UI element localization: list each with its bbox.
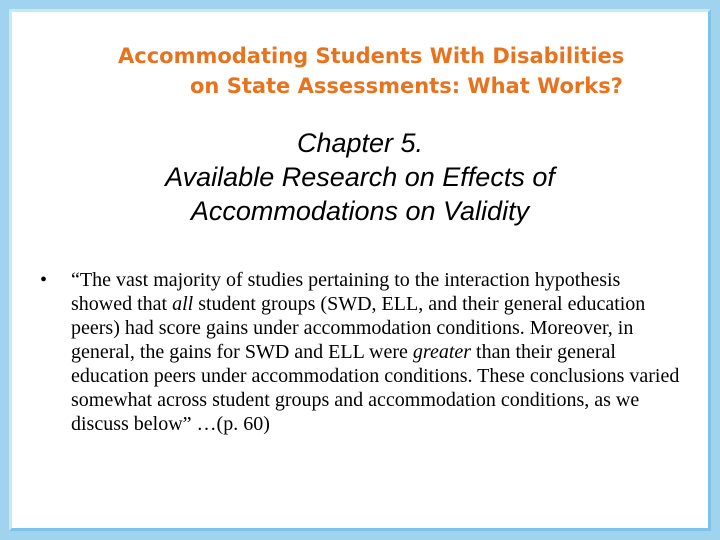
- quote-emphasis-greater: greater: [412, 341, 472, 363]
- slide-title: [0, 126, 720, 228]
- title-line-1: Chapter 5.: [296, 128, 424, 158]
- banner-line-2: on State Assessments: What Works?: [190, 74, 623, 98]
- quote-emphasis-all: all: [172, 293, 194, 315]
- bullet-item: [40, 268, 680, 436]
- quote-part-1: “The vast majority of studies pertaining to the interaction hypothesis showed that: [71, 269, 621, 315]
- quote-part-2: student groups (SWD, ELL, and their general education peers) had score gains under accommodation conditions. Moreover, in general, the gains for SWD and ELL were: [71, 293, 646, 363]
- quote-part-3: than their general education peers under accommodation conditions. These conclusions varied somewhat across student groups and accommodation conditions, as we discuss below” …(p. 60): [71, 341, 680, 435]
- title-line-3: Accommodations on Validity: [190, 196, 530, 226]
- banner-line-1: Accommodating Students With Disabilities: [118, 44, 625, 68]
- bullet-list: [40, 268, 680, 436]
- title-line-2: Available Research on Effects of: [165, 162, 555, 192]
- bullet-marker: •: [40, 269, 48, 291]
